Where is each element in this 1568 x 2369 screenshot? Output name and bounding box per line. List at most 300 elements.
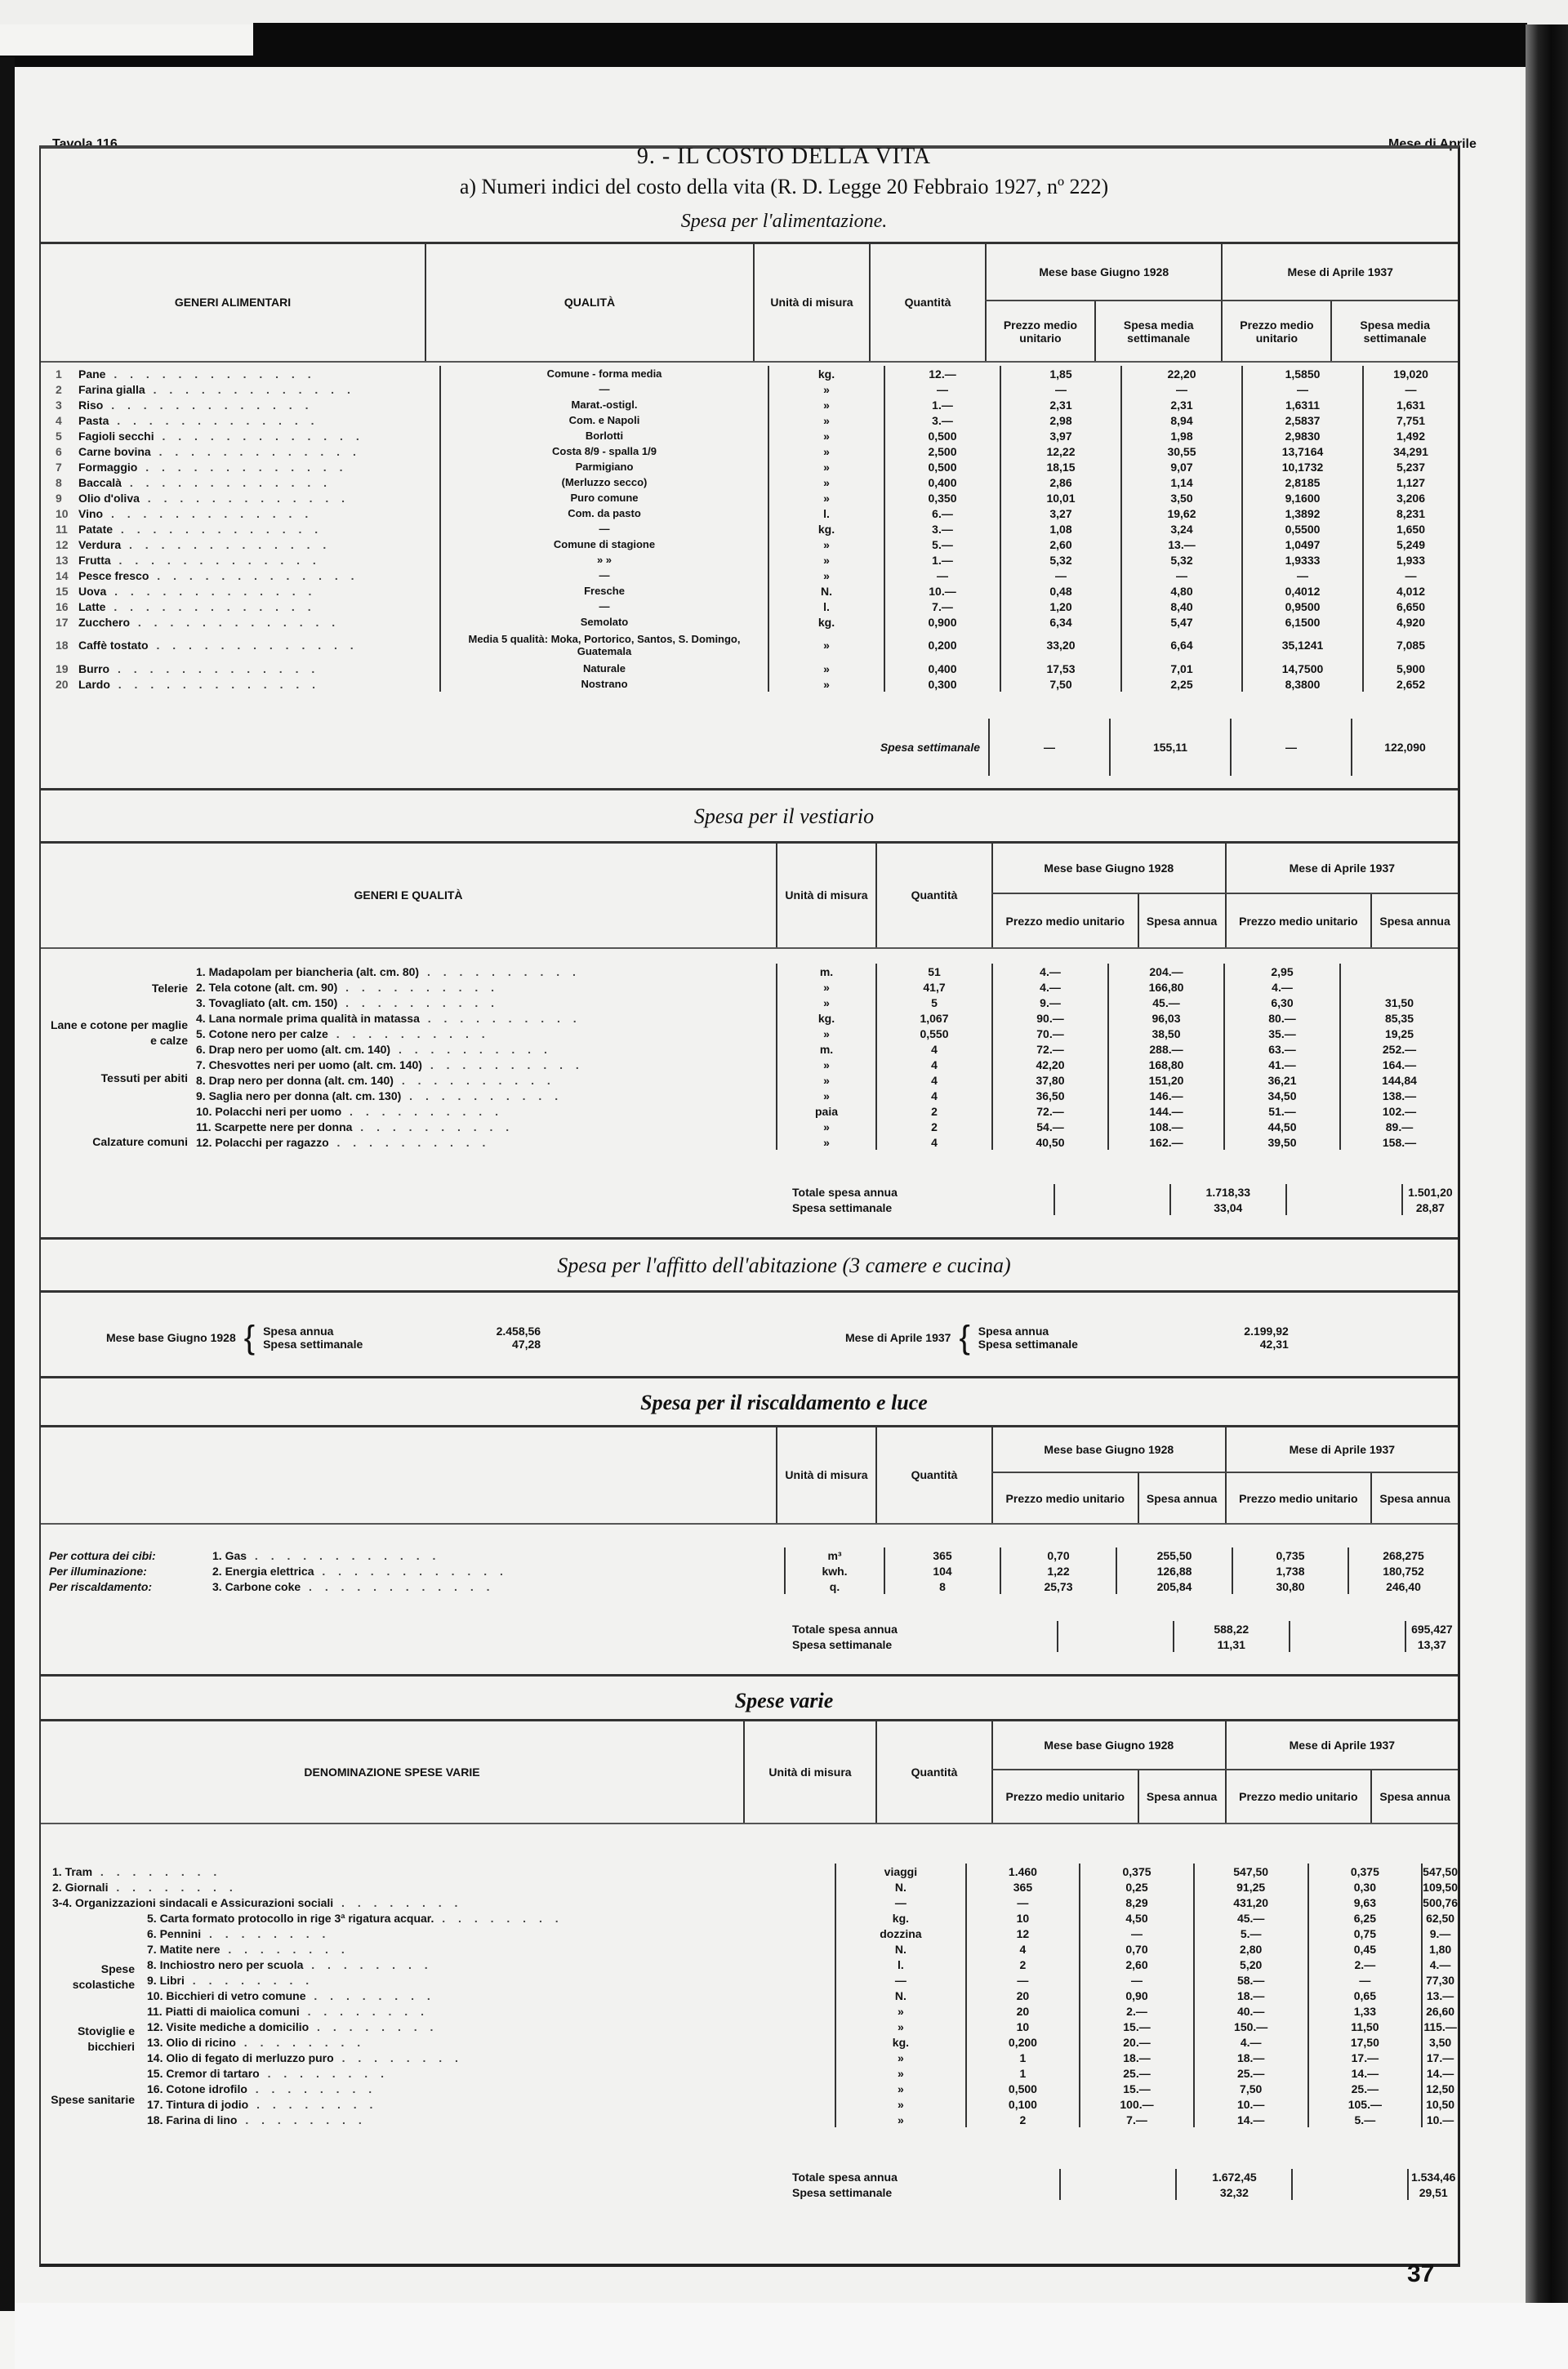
misc-voce — [49, 1910, 835, 1926]
heat-prezzo-1928: 1,22 — [1000, 1563, 1116, 1579]
misc-quantita: 4 — [966, 1941, 1080, 1957]
table-row — [49, 2003, 1458, 2019]
misc-prezzo-1928: 2,60 — [1080, 1957, 1194, 1972]
table-row — [49, 2034, 1458, 2050]
misc-prezzo-1937: 105.— — [1308, 2096, 1423, 2112]
cloth-voce-text: 9. Saglia nero per donna (alt. cm. 130) — [196, 1089, 402, 1102]
affitto-current-label: Mese di Aprile 1937 — [845, 1331, 951, 1344]
food-spesa-1928: 7,01 — [1121, 661, 1242, 676]
misc-unita: N. — [835, 1879, 965, 1895]
heat-quantita: 104 — [884, 1563, 1000, 1579]
misc-prezzo-1937: 17.— — [1308, 2050, 1423, 2065]
food-spesa-1937: 6,650 — [1363, 599, 1458, 614]
leader-dots: . . . . . . . . . . . . . — [149, 568, 359, 582]
misc-quantita: 1 — [966, 2065, 1080, 2081]
cloth-quantita: 4 — [876, 1057, 992, 1072]
food-spesa-1928: 1,98 — [1121, 428, 1242, 443]
cloth-voce-text: 5. Cotone nero per calze — [196, 1026, 328, 1040]
food-unita: » — [768, 630, 884, 661]
cloth-spesa-1937 — [1340, 964, 1458, 979]
cloth-spesa-1928: 96,03 — [1108, 1010, 1224, 1026]
leader-dots: . . . . . . . . . . . . . — [109, 661, 320, 675]
col-spesa-1928: Spesa media settimanale — [1095, 301, 1223, 361]
leader-dots: . . . . . . . . — [305, 1988, 435, 2002]
misc-spesa-1928: 25.— — [1194, 2065, 1308, 2081]
leader-dots: . . . . . . . . — [237, 2113, 367, 2126]
table-row — [41, 490, 1458, 505]
food-qualita: Media 5 qualità: Moka, Portorico, Santos, S. Domingo, Guatemala — [440, 630, 768, 661]
food-qualita: Nostrano — [440, 676, 768, 692]
cloth-prezzo-1937: 34,50 — [1224, 1088, 1340, 1103]
col-current-period: Mese di Aprile 1937 — [1226, 843, 1458, 893]
food-prezzo-1937: 1,0497 — [1242, 537, 1363, 552]
cloth-prezzo-1937: 63.— — [1224, 1041, 1340, 1057]
misc-spesa-1937: 77,30 — [1422, 1972, 1458, 1988]
food-spesa-1937: 7,085 — [1363, 630, 1458, 661]
table-row — [49, 1864, 1458, 1879]
misc-voce-text: 5. Carta formato protocollo in rige 3ª rigatura acquar. — [147, 1911, 434, 1925]
total-annual-1937: 1.501,20 — [1402, 1184, 1458, 1200]
food-spesa-1928: — — [1121, 381, 1242, 397]
food-quantita: 2,500 — [884, 443, 1000, 459]
row-number: 9 — [56, 491, 62, 505]
col-prezzo-1937: Prezzo medio unitario — [1226, 1770, 1372, 1823]
food-prezzo-1928: 0,48 — [1000, 583, 1121, 599]
leader-dots: . . . . . . . . — [184, 1973, 314, 1987]
group-label: Lane e cotone per maglie e calze — [50, 1018, 188, 1047]
misc-prezzo-1928: 15.— — [1080, 2019, 1194, 2034]
col-prezzo-1928: Prezzo medio unitario — [986, 301, 1095, 361]
rule — [41, 1376, 1458, 1378]
cloth-prezzo-1937: 39,50 — [1224, 1134, 1340, 1150]
total-weekly-1937: 13,37 — [1405, 1636, 1458, 1652]
misc-unita: — — [835, 1972, 965, 1988]
food-qualita: Fresche — [440, 583, 768, 599]
cloth-voce-text: 7. Chesvottes neri per uomo (alt. cm. 140) — [196, 1058, 422, 1071]
leader-dots: . . . . . . . . — [201, 1926, 331, 1940]
food-unita: » — [768, 412, 884, 428]
food-genere: Pesce fresco — [78, 568, 149, 582]
leader-dots: . . . . . . . . . . . . . — [148, 639, 359, 652]
leader-dots: . . . . . . . . . . . . . — [150, 444, 361, 458]
food-spesa-1928: 6,64 — [1121, 630, 1242, 661]
table-row — [196, 1010, 1458, 1026]
heat-unita: m³ — [785, 1547, 884, 1563]
food-quantita: 1.— — [884, 397, 1000, 412]
leader-dots: . . . . . . . . . . . . . — [130, 615, 341, 629]
cloth-prezzo-1937: 35.— — [1224, 1026, 1340, 1041]
misc-unita: » — [835, 2112, 965, 2127]
leader-dots: . . . . . . . . . . — [328, 1135, 491, 1149]
total-weekly-label: Spesa settimanale — [792, 1200, 893, 1214]
food-qualita: Puro comune — [440, 490, 768, 505]
misc-voce-text: 17. Tintura di jodio — [147, 2097, 249, 2111]
cloth-quantita: 2 — [876, 1103, 992, 1119]
rule — [41, 1823, 1458, 1824]
food-unita: » — [768, 537, 884, 552]
misc-unita: N. — [835, 1941, 965, 1957]
cloth-spesa-1928: 151,20 — [1108, 1072, 1224, 1088]
misc-voce-text: 11. Piatti di maiolica comuni — [147, 2004, 300, 2018]
col-spesa-1937: Spesa annua — [1371, 1472, 1458, 1523]
misc-prezzo-1928: 0,375 — [1080, 1864, 1194, 1879]
food-genere: Uova — [78, 584, 107, 598]
row-number: 3 — [56, 398, 62, 412]
affitto-base — [106, 1321, 541, 1354]
misc-voce-text: 3-4. Organizzazioni sindacali e Assicurazioni sociali — [52, 1895, 334, 1909]
misc-unita: l. — [835, 1957, 965, 1972]
misc-prezzo-1937: 6,25 — [1308, 1910, 1423, 1926]
leader-dots: . . . . . . . . — [108, 1880, 238, 1894]
misc-spesa-1937: 547,50 — [1423, 1864, 1458, 1878]
cloth-spesa-1937: 138.— — [1340, 1088, 1458, 1103]
food-prezzo-1928: 17,53 — [1000, 661, 1121, 676]
cloth-spesa-1937: 158.— — [1340, 1134, 1458, 1150]
food-name — [41, 614, 440, 630]
heat-prezzo-1937: 1,738 — [1232, 1563, 1348, 1579]
food-name — [41, 474, 440, 490]
misc-spesa-1937: 26,60 — [1422, 2003, 1458, 2019]
food-prezzo-1937: 10,1732 — [1242, 459, 1363, 474]
cloth-spesa-1937: 102.— — [1340, 1103, 1458, 1119]
food-unita: » — [768, 459, 884, 474]
total-annual-label: Totale spesa annua — [792, 2170, 898, 2184]
misc-spesa-1928: 2,80 — [1194, 1941, 1308, 1957]
total-annual-label: Totale spesa annua — [792, 1185, 898, 1199]
cloth-quantita: 0,550 — [876, 1026, 992, 1041]
misc-voce — [49, 1988, 835, 2003]
page-number: 37 — [1407, 2260, 1435, 2287]
table-row — [41, 443, 1458, 459]
food-genere: Zucchero — [78, 615, 131, 629]
col-quantita: Quantità — [876, 1427, 992, 1523]
table-row — [41, 412, 1458, 428]
food-qualita: » » — [440, 552, 768, 568]
table-row — [41, 614, 1458, 630]
food-quantita: 12.— — [884, 366, 1000, 381]
total-weekly-1928: 32,32 — [1176, 2184, 1292, 2200]
cloth-unita: m. — [777, 1041, 876, 1057]
food-unita: kg. — [768, 614, 884, 630]
col-spesa-1937: Spesa media settimanale — [1331, 301, 1458, 361]
cloth-quantita: 41,7 — [876, 979, 992, 995]
cloth-spesa-1928: 146.— — [1108, 1088, 1224, 1103]
food-genere: Olio d'oliva — [78, 491, 140, 505]
misc-voce-text: 13. Olio di ricino — [147, 2035, 236, 2049]
col-unita: Unità di misura — [777, 843, 876, 947]
col-generi-qualita: GENERI E QUALITÀ — [354, 888, 463, 902]
food-spesa-1937: 1,650 — [1363, 521, 1458, 537]
misc-prezzo-1937: 0,30 — [1308, 1879, 1423, 1895]
table-row — [41, 676, 1458, 692]
misc-unita: dozzina — [835, 1926, 965, 1941]
cloth-voce — [196, 964, 777, 979]
scan-left-edge — [0, 57, 15, 2311]
misc-prezzo-1928: — — [1080, 1926, 1194, 1941]
food-name — [41, 366, 440, 381]
food-prezzo-1937: 2,9830 — [1242, 428, 1363, 443]
vestiario-header — [41, 843, 1458, 947]
total-s37: 122,090 — [1352, 719, 1458, 776]
food-prezzo-1937: 13,7164 — [1242, 443, 1363, 459]
food-quantita: 0,350 — [884, 490, 1000, 505]
food-prezzo-1928: 10,01 — [1000, 490, 1121, 505]
misc-unita: kg. — [835, 1910, 965, 1926]
leader-dots: . . . . . . . . . . . . . — [145, 382, 355, 396]
cloth-prezzo-1928: 9.— — [992, 995, 1108, 1010]
total-weekly-1937: 28,87 — [1402, 1200, 1458, 1215]
misc-voce — [49, 2034, 835, 2050]
misc-prezzo-1928: 2.— — [1080, 2003, 1194, 2019]
cloth-unita: paia — [777, 1103, 876, 1119]
table-row — [41, 1579, 1458, 1594]
cloth-voce-text: 12. Polacchi per ragazzo — [196, 1135, 329, 1149]
misc-prezzo-1928: — — [1080, 1972, 1194, 1988]
food-unita: N. — [768, 583, 884, 599]
heat-prezzo-1928: 0,70 — [1000, 1547, 1116, 1563]
food-prezzo-1928: — — [1000, 381, 1121, 397]
misc-voce — [49, 2019, 835, 2034]
food-prezzo-1937: 6,1500 — [1242, 614, 1363, 630]
heat-uso: Per illuminazione: — [49, 1564, 147, 1578]
food-quantita: 0,500 — [884, 428, 1000, 443]
food-name — [41, 443, 440, 459]
food-quantita: 10.— — [884, 583, 1000, 599]
food-qualita: Comune - forma media — [440, 366, 768, 381]
food-prezzo-1937: 8,3800 — [1242, 676, 1363, 692]
leader-dots: . . . . . . . . . . . . . — [109, 413, 319, 427]
misc-quantita: 365 — [966, 1879, 1080, 1895]
misc-voce — [49, 1957, 835, 1972]
cloth-spesa-1937: 31,50 — [1340, 995, 1458, 1010]
food-prezzo-1928: 5,32 — [1000, 552, 1121, 568]
affitto-weekly-label: Spesa settimanale — [263, 1338, 363, 1351]
row-number: 17 — [56, 615, 69, 629]
affitto-annual-label: Spesa annua — [978, 1325, 1049, 1338]
cloth-spesa-1928: 108.— — [1108, 1119, 1224, 1134]
row-number: 18 — [56, 639, 69, 652]
row-number: 1 — [56, 367, 62, 381]
table-row — [41, 537, 1458, 552]
misc-spesa-1928: 58.— — [1194, 1972, 1308, 1988]
food-genere: Patate — [78, 522, 114, 536]
leader-dots: . . . . . . . . . . . . — [301, 1579, 495, 1593]
cloth-unita: » — [777, 979, 876, 995]
misc-prezzo-1928: 100.— — [1080, 2096, 1194, 2112]
food-spesa-1937: 5,237 — [1363, 459, 1458, 474]
cloth-voce-text: 3. Tovagliato (alt. cm. 150) — [196, 995, 338, 1009]
cloth-voce — [196, 1072, 777, 1088]
food-spesa-1937: 1,492 — [1363, 428, 1458, 443]
food-quantita: 0,400 — [884, 661, 1000, 676]
misc-prezzo-1928: 15.— — [1080, 2081, 1194, 2096]
misc-voce-text: 1. Tram — [52, 1864, 93, 1878]
misc-voce-text: 12. Visite mediche a domicilio — [147, 2019, 310, 2033]
page-title: 9. - IL COSTO DELLA VITA — [636, 144, 932, 169]
food-prezzo-1937: 2,8185 — [1242, 474, 1363, 490]
food-qualita: Costa 8/9 - spalla 1/9 — [440, 443, 768, 459]
brace-icon: { — [959, 1320, 970, 1356]
food-quantita: 0,200 — [884, 630, 1000, 661]
col-prezzo-1928: Prezzo medio unitario — [992, 1770, 1138, 1823]
food-spesa-1928: 2,31 — [1121, 397, 1242, 412]
cloth-prezzo-1928: 72.— — [992, 1103, 1108, 1119]
scan-right-edge — [1526, 24, 1568, 2303]
misc-spesa-1928: 4.— — [1194, 2034, 1308, 2050]
affitto-weekly-label: Spesa settimanale — [978, 1338, 1078, 1351]
col-qualita: QUALITÀ — [425, 243, 754, 361]
total-annual-label: Totale spesa annua — [792, 1622, 898, 1636]
cloth-unita: m. — [777, 964, 876, 979]
row-number: 5 — [56, 429, 62, 443]
misc-voce — [49, 2003, 835, 2019]
cloth-voce-text: 1. Madapolam per biancheria (alt. cm. 80) — [196, 964, 420, 978]
misc-unita: » — [835, 2096, 965, 2112]
misc-spesa-1937: 12,50 — [1422, 2081, 1458, 2096]
misc-spesa-1928: 40.— — [1194, 2003, 1308, 2019]
misc-spesa-1937: 115.— — [1422, 2019, 1458, 2034]
food-prezzo-1937: 14,7500 — [1242, 661, 1363, 676]
food-qualita: Com. e Napoli — [440, 412, 768, 428]
misc-spesa-1937: 500,76 — [1423, 1895, 1458, 1909]
affitto-current — [845, 1321, 1289, 1354]
heat-voce-text: 1. Gas — [212, 1548, 247, 1562]
affitto-base-label: Mese base Giugno 1928 — [106, 1331, 236, 1344]
leader-dots: . . . . . . . . — [235, 2035, 366, 2049]
cloth-unita: » — [777, 1026, 876, 1041]
total-annual-1928: 1.672,45 — [1176, 2169, 1292, 2184]
cloth-voce-text: 2. Tela cotone (alt. cm. 90) — [196, 980, 338, 994]
misc-quantita: 2 — [966, 2112, 1080, 2127]
table-row — [49, 1941, 1458, 1957]
food-spesa-1937: 2,652 — [1363, 676, 1458, 692]
misc-spesa-1937: 62,50 — [1422, 1910, 1458, 1926]
cloth-quantita: 5 — [876, 995, 992, 1010]
leader-dots: . . . . . . . . . . — [341, 1104, 503, 1118]
leader-dots: . . . . . . . . . . . . . — [137, 460, 348, 474]
cloth-spesa-1928: 166,80 — [1108, 979, 1224, 995]
table-row — [41, 459, 1458, 474]
rule — [41, 1290, 1458, 1293]
table-row — [196, 1026, 1458, 1041]
cloth-prezzo-1928: 40,50 — [992, 1134, 1108, 1150]
cloth-unita: » — [777, 1134, 876, 1150]
food-prezzo-1937: 0,5500 — [1242, 521, 1363, 537]
misc-unita: — — [835, 1895, 965, 1910]
table-row — [41, 505, 1458, 521]
leader-dots: . . . . . . . . — [248, 2097, 378, 2111]
food-quantita: 0,400 — [884, 474, 1000, 490]
food-genere: Pasta — [78, 413, 109, 427]
alimentazione-table — [41, 366, 1458, 692]
misc-prezzo-1928: 0,90 — [1080, 1988, 1194, 2003]
table-row — [196, 995, 1458, 1010]
table-row — [41, 1563, 1458, 1579]
food-qualita: Parmigiano — [440, 459, 768, 474]
food-quantita: 5.— — [884, 537, 1000, 552]
cloth-quantita: 51 — [876, 964, 992, 979]
food-name — [41, 676, 440, 692]
affitto-current-weekly: 42,31 — [1259, 1338, 1289, 1351]
group-label: Calzature comuni — [92, 1135, 188, 1148]
cloth-spesa-1937: 252.— — [1340, 1041, 1458, 1057]
misc-spesa-1937: 1,80 — [1422, 1941, 1458, 1957]
total-weekly-label: Spesa settimanale — [792, 2185, 893, 2199]
group-label: Stoviglie e bicchieri — [77, 2024, 135, 2053]
food-name — [41, 521, 440, 537]
food-name — [41, 552, 440, 568]
row-number: 7 — [56, 460, 62, 474]
food-spesa-1937: — — [1363, 381, 1458, 397]
misc-quantita: 1.460 — [966, 1864, 1080, 1879]
misc-voce — [49, 1972, 835, 1988]
leader-dots: . . . . . . . . . . . . . — [139, 491, 350, 505]
misc-voce — [49, 1926, 835, 1941]
misc-spesa-1928: 18.— — [1194, 1988, 1308, 2003]
col-quantita: Quantità — [876, 1721, 992, 1823]
food-spesa-1937: 5,900 — [1363, 661, 1458, 676]
col-spesa-1928: Spesa annua — [1138, 1472, 1226, 1523]
food-spesa-1928: 8,40 — [1121, 599, 1242, 614]
leader-dots: . . . . . . . . . . . . . — [103, 506, 314, 520]
varie-table — [49, 1864, 1458, 2127]
misc-spesa-1928: 10.— — [1194, 2096, 1308, 2112]
col-current-period: Mese di Aprile 1937 — [1226, 1721, 1458, 1770]
misc-spesa-1937: 14.— — [1422, 2065, 1458, 2081]
misc-spesa-1928: 5,20 — [1194, 1957, 1308, 1972]
food-quantita: 1.— — [884, 552, 1000, 568]
misc-unita: » — [835, 2081, 965, 2096]
food-genere: Burro — [78, 661, 110, 675]
heat-prezzo-1937: 0,735 — [1232, 1547, 1348, 1563]
col-spesa-1937: Spesa annua — [1371, 893, 1458, 947]
heat-voce-text: 3. Carbone coke — [212, 1579, 301, 1593]
cloth-prezzo-1937: 6,30 — [1224, 995, 1340, 1010]
cloth-unita: » — [777, 1088, 876, 1103]
misc-prezzo-1937: 0,65 — [1308, 1988, 1423, 2003]
leader-dots: . . . . . . . . — [299, 2004, 429, 2018]
food-prezzo-1928: 1,08 — [1000, 521, 1121, 537]
rule — [41, 1523, 1458, 1525]
table-row — [41, 366, 1458, 381]
cloth-voce — [196, 995, 777, 1010]
cloth-voce — [196, 1134, 777, 1150]
food-prezzo-1928: 2,31 — [1000, 397, 1121, 412]
cloth-spesa-1928: 168,80 — [1108, 1057, 1224, 1072]
leader-dots: . . . . . . . . . . . . . — [105, 367, 316, 381]
cloth-voce — [196, 1041, 777, 1057]
col-base-period: Mese base Giugno 1928 — [992, 1427, 1226, 1472]
cloth-unita: » — [777, 1057, 876, 1072]
food-qualita: — — [440, 521, 768, 537]
food-qualita: — — [440, 599, 768, 614]
cloth-spesa-1928: 204.— — [1108, 964, 1224, 979]
misc-prezzo-1928: 0,70 — [1080, 1941, 1194, 1957]
leader-dots: . . . . . . . . . . — [327, 1026, 490, 1040]
cloth-voce-text: 8. Drap nero per donna (alt. cm. 140) — [196, 1073, 394, 1087]
food-prezzo-1937: 1,5850 — [1242, 366, 1363, 381]
table-row — [41, 521, 1458, 537]
rule — [41, 788, 1458, 790]
vestiario-table — [196, 964, 1458, 1150]
section-title-alimentazione: Spesa per l'alimentazione. — [680, 211, 888, 232]
misc-quantita: 20 — [966, 2003, 1080, 2019]
cloth-unita: kg. — [777, 1010, 876, 1026]
table-row — [41, 428, 1458, 443]
col-prezzo-1928: Prezzo medio unitario — [992, 1472, 1138, 1523]
food-spesa-1937: 7,751 — [1363, 412, 1458, 428]
leader-dots: . . . . . . . . . . . . . — [113, 522, 323, 536]
